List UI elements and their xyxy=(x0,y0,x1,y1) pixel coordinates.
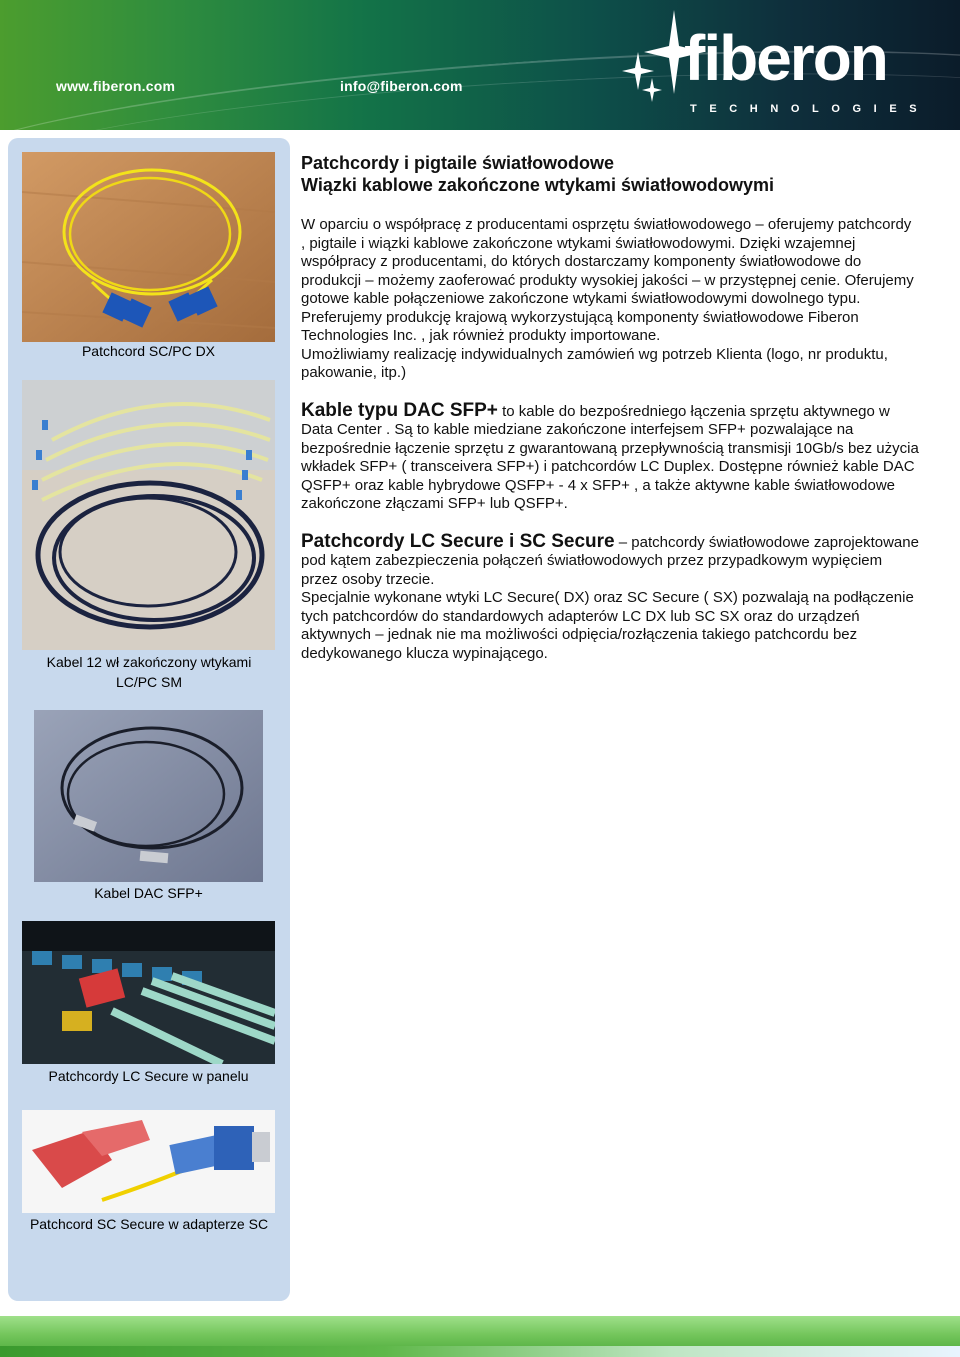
website-link[interactable]: www.fiberon.com xyxy=(56,78,176,94)
caption-sc-secure-adapter: Patchcord SC Secure w adapterze SC xyxy=(29,1216,269,1232)
photo-kabel-dac xyxy=(34,710,263,882)
secure-section xyxy=(301,530,919,590)
photo-lc-secure-panel xyxy=(22,921,275,1064)
logo-wordmark: fiberon xyxy=(684,22,887,94)
lc-secure-panel-image xyxy=(22,921,275,1064)
caption-kabel-dac: Kabel DAC SFP+ xyxy=(94,885,203,901)
patchcord-sc-dx-image xyxy=(22,152,275,342)
caption-kabel-12-lc: Kabel 12 wł zakończony wtykami LC/PC SM xyxy=(46,654,252,690)
caption-lc-secure-panel: Patchcordy LC Secure w panelu xyxy=(48,1068,249,1084)
secure-paragraph-2: Specjalnie wykonane wtyki LC Secure( DX) oraz SC Secure ( SX) pozwalają na podłączenie tych patchcordów do standardowych adapterów LC DX lub SC SX oraz do urządzeń aktywnych – jednak nie ma możliwości odpięcia/rozłączenia takiego patchcordu bez dedykowanego klucza wypinającego. xyxy=(301,589,914,662)
page-header xyxy=(0,0,960,130)
photo-patchcord-sc-dx xyxy=(22,152,275,342)
kabel-dac-image xyxy=(34,710,263,882)
main-content xyxy=(301,152,919,663)
photo-kabel-12-lc xyxy=(22,380,275,650)
title-line-2: Wiązki kablowe zakończone wtykami światłowodowymi xyxy=(301,175,774,195)
page-footer xyxy=(0,1316,960,1357)
intro-paragraph-3: Umożliwiamy realizację indywidualnych zamówień wg potrzeb Klienta (logo, nr produktu, pakowanie, itp.) xyxy=(301,345,888,381)
photo-sc-secure-adapter xyxy=(22,1110,275,1213)
dac-section xyxy=(301,399,919,514)
kabel-12-lc-image xyxy=(22,380,275,650)
sc-secure-adapter-image xyxy=(22,1110,275,1213)
dac-heading: Kable typu DAC SFP+ xyxy=(301,399,498,421)
footer-gradient-band xyxy=(0,1346,960,1357)
secure-heading: Patchcordy LC Secure i SC Secure xyxy=(301,530,615,552)
page-title xyxy=(301,152,919,196)
email-link[interactable]: info@fiberon.com xyxy=(340,78,463,94)
caption-patchcord-sc-dx: Patchcord SC/PC DX xyxy=(81,343,216,359)
logo-subtitle: TECHNOLOGIES xyxy=(690,103,930,115)
product-sidebar xyxy=(8,138,290,1301)
secure-text: – patchcordy światłowodowe zaprojektowane pod kątem zabezpieczenia połączeń światłowodowych przez przypadkowym wypięciem przez osoby trzecie. xyxy=(301,533,919,588)
title-line-1: Patchcordy i pigtaile światłowodowe xyxy=(301,153,615,173)
dac-text: to kable do bezpośredniego łączenia sprzętu aktywnego w Data Center . Są to kable miedziane zakończone interfejsem SFP+ pozwalające na bezpośrednie łączenie sprzętu z gwarantowaną przepływnością transmisji 10Gb/s bez użycia wkładek SFP+ ( transceivera SFP+) i patchcordów LC Duplex. Dostępne również kable DAC QSFP+ oraz kable hybrydowe QSFP+ - 4 x SFP+ , a także aktywne kable światłowodowe zakończone złączami SFP+ lub QSFP+. xyxy=(301,402,919,512)
intro-paragraph-2: Preferujemy produkcję krajową wykorzystującą komponenty światłowodowe Fiberon Technologies Inc. , jak również produkty importowane. xyxy=(301,308,859,344)
intro-paragraph-1: W oparciu o współpracę z producentami osprzętu światłowodowego – oferujemy patchcordy , pigtaile i wiązki kablowe zakończone wtykami światłowodowymi. Dzięki wzajemnej współpracy z producentami, do których dostarczamy komponenty światłowodowe do produkcji – możemy zaoferować produkty wysokiej jakości – w przystępnej cenie. Oferujemy gotowe kable połączeniowe zakończone wtykami światłowodowymi dowolnego typu. xyxy=(301,216,914,307)
